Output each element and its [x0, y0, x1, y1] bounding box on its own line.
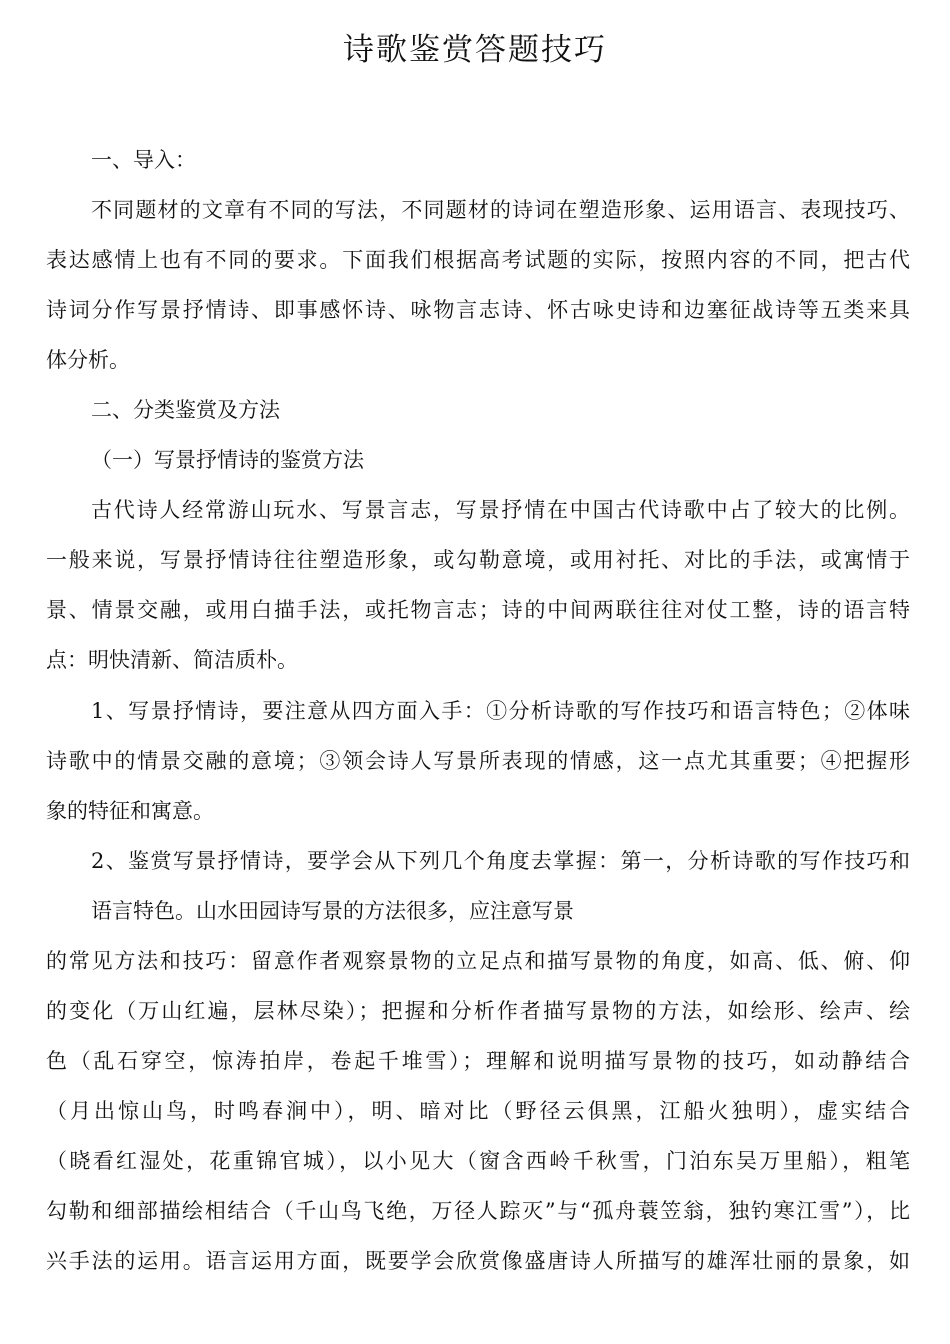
text-line: 象的特征和寓意。	[46, 799, 214, 823]
text-line: 勾勒和细部描绘相结合（千山鸟飞绝，万径人踪灭”与“孤舟蓑笠翁，独钓寒江雪”），比	[46, 1199, 910, 1223]
text-line: 色（乱石穿空，惊涛拍岸，卷起千堆雪）；理解和说明描写景物的技巧，如动静结合	[46, 1049, 910, 1073]
text-line: 2、鉴赏写景抒情诗，要学会从下列几个角度去掌握：第一，分析诗歌的写作技巧和	[91, 849, 910, 873]
text-line: 体分析。	[46, 348, 130, 372]
text-line: （月出惊山鸟，时鸣春涧中），明、暗对比（野径云俱黑，江船火独明），虚实结合	[46, 1099, 910, 1123]
text-line: （晓看红湿处，花重锦官城），以小见大（窗含西岭千秋雪，门泊东吴万里船），粗笔	[46, 1149, 910, 1173]
text-line: 诗歌中的情景交融的意境；③领会诗人写景所表现的情感，这一点尤其重要；④把握形	[46, 749, 910, 773]
text-line: 语言特色。山水田园诗写景的方法很多，应注意写景	[91, 899, 574, 923]
section-heading: 二、分类鉴赏及方法	[91, 398, 280, 422]
text-line: 一般来说，写景抒情诗往往塑造形象，或勾勒意境，或用衬托、对比的手法，或寓情于	[46, 548, 910, 572]
text-line: 的变化（万山红遍，层林尽染）；把握和分析作者描写景物的方法，如绘形、绘声、绘	[46, 999, 910, 1023]
text-line: 不同题材的文章有不同的写法，不同题材的诗词在塑造形象、运用语言、表现技巧、	[91, 198, 910, 222]
text-line: 景、情景交融，或用白描手法，或托物言志；诗的中间两联往往对仗工整，诗的语言特	[46, 598, 910, 622]
document-title: 诗歌鉴赏答题技巧	[343, 32, 607, 68]
text-line: 1、写景抒情诗，要注意从四方面入手：①分析诗歌的写作技巧和语言特色；②体味	[91, 699, 910, 723]
text-line: 表达感情上也有不同的要求。下面我们根据高考试题的实际，按照内容的不同，把古代	[46, 248, 910, 272]
text-line: 兴手法的运用。语言运用方面，既要学会欣赏像盛唐诗人所描写的雄浑壮丽的景象，如	[46, 1249, 910, 1273]
text-line: 古代诗人经常游山玩水、写景言志，写景抒情在中国古代诗歌中占了较大的比例。	[91, 498, 910, 522]
text-line: 诗词分作写景抒情诗、即事感怀诗、咏物言志诗、怀古咏史诗和边塞征战诗等五类来具	[46, 298, 910, 322]
section-heading: 一、导入：	[91, 148, 196, 172]
text-line: 点：明快清新、简洁质朴。	[46, 648, 298, 672]
subsection-heading: （一）写景抒情诗的鉴赏方法	[91, 448, 364, 472]
text-line: 的常见方法和技巧：留意作者观察景物的立足点和描写景物的角度，如高、低、俯、仰	[46, 949, 910, 973]
